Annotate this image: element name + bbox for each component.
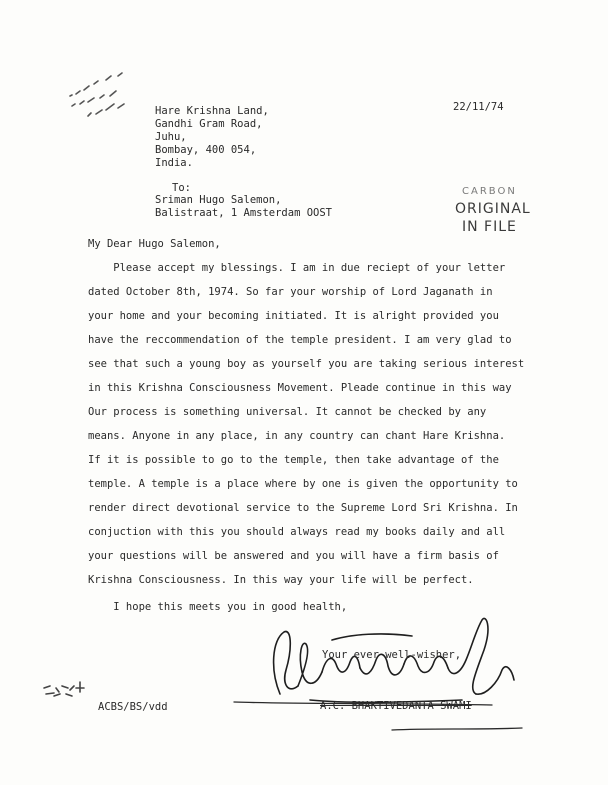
original-stamp-text: ORIGINAL [455,201,531,217]
sender-address-line-3: Juhu, [155,131,187,143]
letter-body-line: have the reccommendation of the temple president. I am very glad to [88,334,512,346]
letter-body-line: means. Anyone in any place, in any country can chant Hare Krishna. [88,430,506,442]
to-label: To: [172,182,191,194]
carbon-stamp-text: CARBON [462,186,517,197]
letter-body-line: your home and your becoming initiated. It is alright provided you [88,310,499,322]
closing-line: I hope this meets you in good health, [88,601,348,613]
corner-stamp-mark [62,66,142,126]
sender-address-line-1: Hare Krishna Land, [155,105,269,117]
letter-body-line: temple. A temple is a place where by one is given the opportunity to [88,478,518,490]
letter-body-line: your questions will be answered and you will have a firm basis of [88,550,499,562]
letter-body-line: Please accept my blessings. I am in due reciept of your letter [88,262,506,274]
signature-name: A.C. BHAKTIVEDANTA SWAMI [320,700,472,712]
letter-body-line: see that such a young boy as yourself you are taking serious interest [88,358,525,370]
sender-address-line-4: Bombay, 400 054, [155,144,257,156]
letter-body-line: Krishna Consciousness. In this way your life will be perfect. [88,574,474,586]
margin-scribble-mark [40,678,100,708]
letter-body-line: render direct devotional service to the Supreme Lord Sri Krishna. In [88,502,518,514]
signature-underline [232,700,532,740]
recipient-line-1: Sriman Hugo Salemon, [155,194,282,206]
letter-date: 22/11/74 [453,101,504,113]
recipient-line-2: Balistraat, 1 Amsterdam OOST [155,207,333,219]
letter-body-line: If it is possible to go to the temple, then take advantage of the [88,454,499,466]
letter-body-line: dated October 8th, 1974. So far your worship of Lord Jaganath in [88,286,493,298]
letter-body-line: in this Krishna Consciousness Movement. Pleade continue in this way [88,382,512,394]
letter-body-line: Our process is something universal. It cannot be checked by any [88,406,487,418]
salutation: My Dear Hugo Salemon, [88,238,221,250]
sender-address-line-5: India. [155,157,193,169]
in-file-stamp-text: IN FILE [462,219,517,235]
letter-body-line: conjuction with this you should always read my books daily and all [88,526,506,538]
reference-initials: ACBS/BS/vdd [98,701,168,713]
sign-off: Your ever well-wisher, [322,649,462,661]
sender-address-line-2: Gandhi Gram Road, [155,118,263,130]
